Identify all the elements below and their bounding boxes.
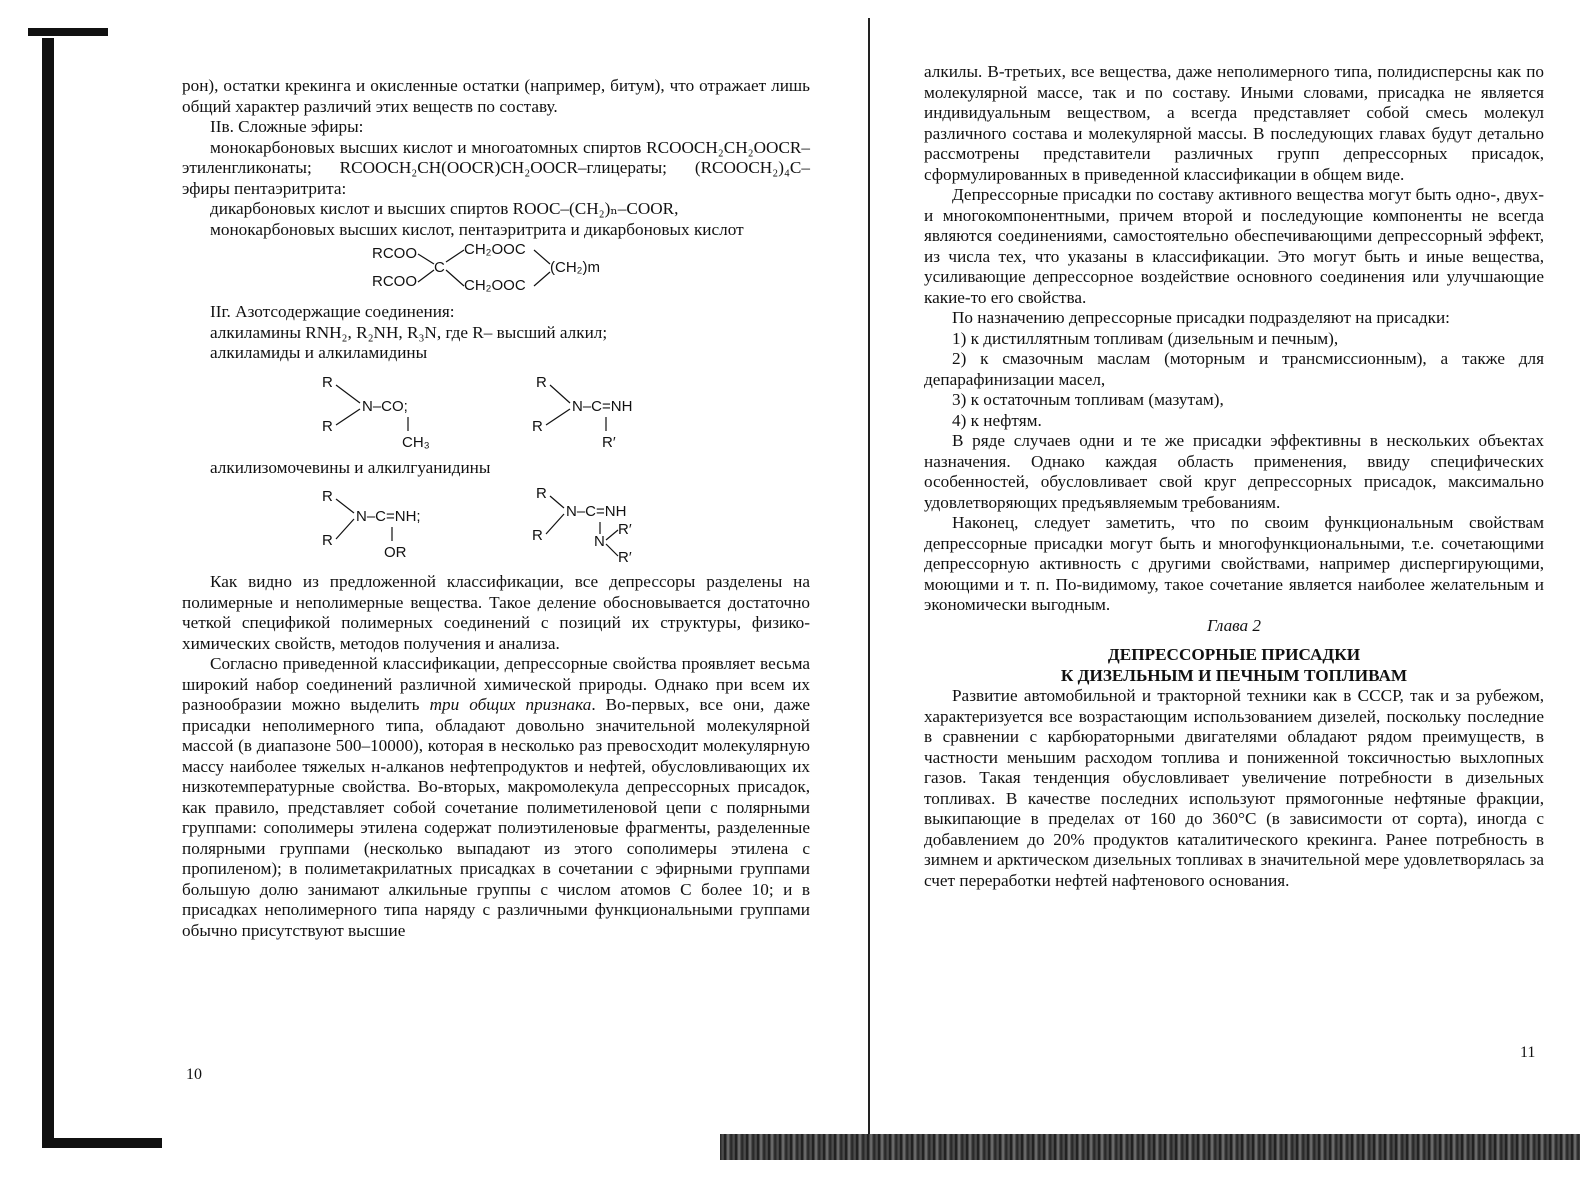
svg-text:R: R xyxy=(322,532,333,549)
purpose-item-4: 4) к нефтям. xyxy=(952,410,1042,430)
pentaerythritol-ester-formula xyxy=(372,240,810,302)
alkylisourea-structure xyxy=(322,485,472,565)
svg-text:R: R xyxy=(322,417,333,435)
purpose-intro: По назначению депрессорные присадки подразделяют на присадки: xyxy=(952,308,1450,327)
right-paragraph-4: В ряде случаев одни и те же присадки эффективны в нескольких объектах назначения. Однако каждая область применения, ввиду специфических особенностей, обусловливает свой круг депрессорных присадок, максимально удовлетворяющих предъявляемым требованиям. xyxy=(924,431,1544,512)
alkylguanidine-structure xyxy=(532,484,692,566)
chapter-title-line-1: ДЕПРЕССОРНЫЕ ПРИСАДКИ xyxy=(1107,645,1361,664)
scan-bottom-edge xyxy=(720,1134,1580,1160)
formula-c: C xyxy=(434,259,445,276)
alkylamidine-structure xyxy=(532,371,692,451)
right-page xyxy=(924,62,1544,891)
esters-line-3: монокарбоновых высших кислот, пентаэритрита и дикарбоновых кислот xyxy=(210,219,744,239)
purpose-item-2: 2) к смазочным маслам (моторным и трансмиссионным), а также для депарафинизации масел, xyxy=(924,349,1544,389)
formula-rcoo-bottom: RCOO xyxy=(372,273,417,290)
svg-text:R′: R′ xyxy=(618,521,632,538)
left-page xyxy=(182,76,810,941)
chapter-title-line-2: К ДИЗЕЛЬНЫМ И ПЕЧНЫМ ТОПЛИВАМ xyxy=(1060,666,1408,685)
scan-binding-edge xyxy=(28,28,58,1148)
svg-text:R: R xyxy=(536,373,547,391)
three-features-emphasis: три общих признака xyxy=(429,695,592,714)
three-features-paragraph: Согласно приведенной классификации, депрессорные свойства проявляет весьма широкий набор соединений различной химической природы. Однако при всем их разнообразии можно выделить три общих признака. Во-первых, все они, даже присадки неполимерного типа, обладают довольно значительной молекулярной массой (в диапазоне 500–10000), которая в несколько раз превосходит молекулярную массу наиболее тяжелых н-алканов нефтепродуктов и нефтей, обусловливающих их низкотемпературные свойства. Во-вторых, макромолекула депрессорных присадок, как правило, представляет собой сочетание полиметиленовой цепи с полярными группами: сополимеры этилена содержат полиэтиленовые фрагменты, разделенные полярными группами (несколько выпадают из этого сополимеры этилена с пропиленом); в полиметакрилатных присадках в сочетании с эфирными группами большую долю занимают алкильные группы с числом атомов С более 10; и в присадках неполимерного типа наряду с различными функциональными группами обычно присутствуют высшие xyxy=(182,654,810,940)
esters-line-1: монокарбоновых высших кислот и многоатомных спиртов RCOOCH₂CH₂OOCR–этиленгликонаты; RCOOCH₂CH(OOCR)CH₂OOCR–глицераты; (RCOOCH₂)₄C–эфиры пентаэритрита: xyxy=(182,137,810,198)
purpose-item-1: 1) к дистиллятным топливам (дизельным и печным), xyxy=(952,328,1339,348)
esters-heading: IIв. Сложные эфиры: xyxy=(210,117,364,136)
isourea-structures-row xyxy=(322,484,810,566)
formula-ch2ooc-top: CH₂OOC xyxy=(464,241,526,258)
esters-line-2: дикарбоновых кислот и высших спиртов ROOC–(CH₂)ₙ–COOR, xyxy=(210,199,679,218)
svg-text:R: R xyxy=(536,485,547,502)
chapter-paragraph-1: Развитие автомобильной и тракторной техники как в СССР, так и за рубежом, характеризуется все возрастающим использованием дизелей, поскольку последние в сравнении с карбюраторными двигателями обладают рядом преимуществ, в частности меньшим расходом топлива и пониженной токсичностью выхлопных газов. Такая тенденция обусловливает увеличение потребности в дизельных топливах. В качестве последних используют прямогонные нефтяные фракции, выкипающие в пределах от 160 до 360°С (в зависимости от сорта), иногда с добавлением до 20% продуктов каталитического крекинга. Ранее потребность в зимнем и арктическом дизельных топливах в значительной мере удовлетворялась за счет переработки нефтей нафтенового основания. xyxy=(924,686,1544,890)
svg-text:OR: OR xyxy=(384,544,407,561)
svg-text:N: N xyxy=(594,533,605,550)
alkylamines-line: алкиламины RNH₂, R₂NH, R₃N, где R– высший алкил; xyxy=(210,322,608,342)
amide-structures-row xyxy=(322,370,810,452)
formula-rcoo-top: RCOO xyxy=(372,245,417,262)
left-page-number: 10 xyxy=(186,1066,202,1083)
svg-text:R′: R′ xyxy=(602,433,616,451)
purpose-item-3: 3) к остаточным топливам (мазутам), xyxy=(952,390,1224,409)
nitrogen-heading: IIг. Азотсодержащие соединения: xyxy=(210,302,455,321)
book-spine xyxy=(868,18,870,1138)
formula-ch2ooc-bottom: CH₂OOC xyxy=(464,277,526,294)
svg-text:R: R xyxy=(322,373,333,391)
svg-text:R: R xyxy=(532,417,543,435)
svg-text:R: R xyxy=(322,488,333,505)
right-page-number: 11 xyxy=(1520,1044,1536,1061)
formula-ch2m: (CH₂)m xyxy=(550,259,600,276)
chapter-label: Глава 2 xyxy=(1207,615,1261,635)
svg-text:N–C=NH: N–C=NH xyxy=(566,503,627,520)
right-paragraph-1: алкилы. В-третьих, все вещества, даже неполимерного типа, полидисперсны как по молекулярной массе, так и по составу. Иными словами, присадка не является индивидуальным веществом, а всегда представляет собой смесь молекул различного состава и молекулярной массы. В последующих главах будут детально рассмотрены представители различных групп депрессорных присадок, сформулированных в приведенной классификации в общем виде. xyxy=(924,62,1544,184)
svg-text:R: R xyxy=(532,527,543,544)
right-paragraph-5: Наконец, следует заметить, что по своим функциональным свойствам депрессорные присадки могут быть и многофункциональными, т.е. сочетающими депрессорную активность с другими свойствами, например диспергирующими, моющими и т. п. По-видимому, такое сочетание является наиболее желательным и экономически выгодным. xyxy=(924,513,1544,614)
chapter-title xyxy=(924,644,1544,686)
svg-text:CH₃: CH₃ xyxy=(402,433,430,451)
svg-text:N–CO;: N–CO; xyxy=(362,397,408,415)
isourea-heading: алкилизомочевины и алкилгуанидины xyxy=(210,457,491,477)
svg-text:N–C=NH;: N–C=NH; xyxy=(356,508,421,525)
svg-text:N–C=NH: N–C=NH xyxy=(572,397,633,415)
left-paragraph-1: рон), остатки крекинга и окисленные остатки (например, битум), что отражает лишь общий характер различий этих веществ по составу. xyxy=(182,76,810,116)
amides-heading: алкиламиды и алкиламидины xyxy=(210,343,428,362)
svg-text:R′: R′ xyxy=(618,549,632,566)
right-paragraph-2: Депрессорные присадки по составу активного вещества могут быть одно-, двух- и многокомпонентными, причем второй и последующие компоненты не всегда являются соединениями, самостоятельно обеспечивающими депрессорный эффект, из числа тех, что указаны в классификации. Это могут быть и иные вещества, усиливающие депрессорное воздействие основного соединения или улучшающие какие-то его свойства. xyxy=(924,185,1544,307)
alkylamide-structure xyxy=(322,371,472,451)
classification-paragraph: Как видно из предложенной классификации, все депрессоры разделены на полимерные и неполимерные вещества. Такое деление обосновывается достаточно четкой спецификой полимерных соединений с позиций их структуры, физико-химических свойств, методов получения и анализа. xyxy=(182,572,810,653)
